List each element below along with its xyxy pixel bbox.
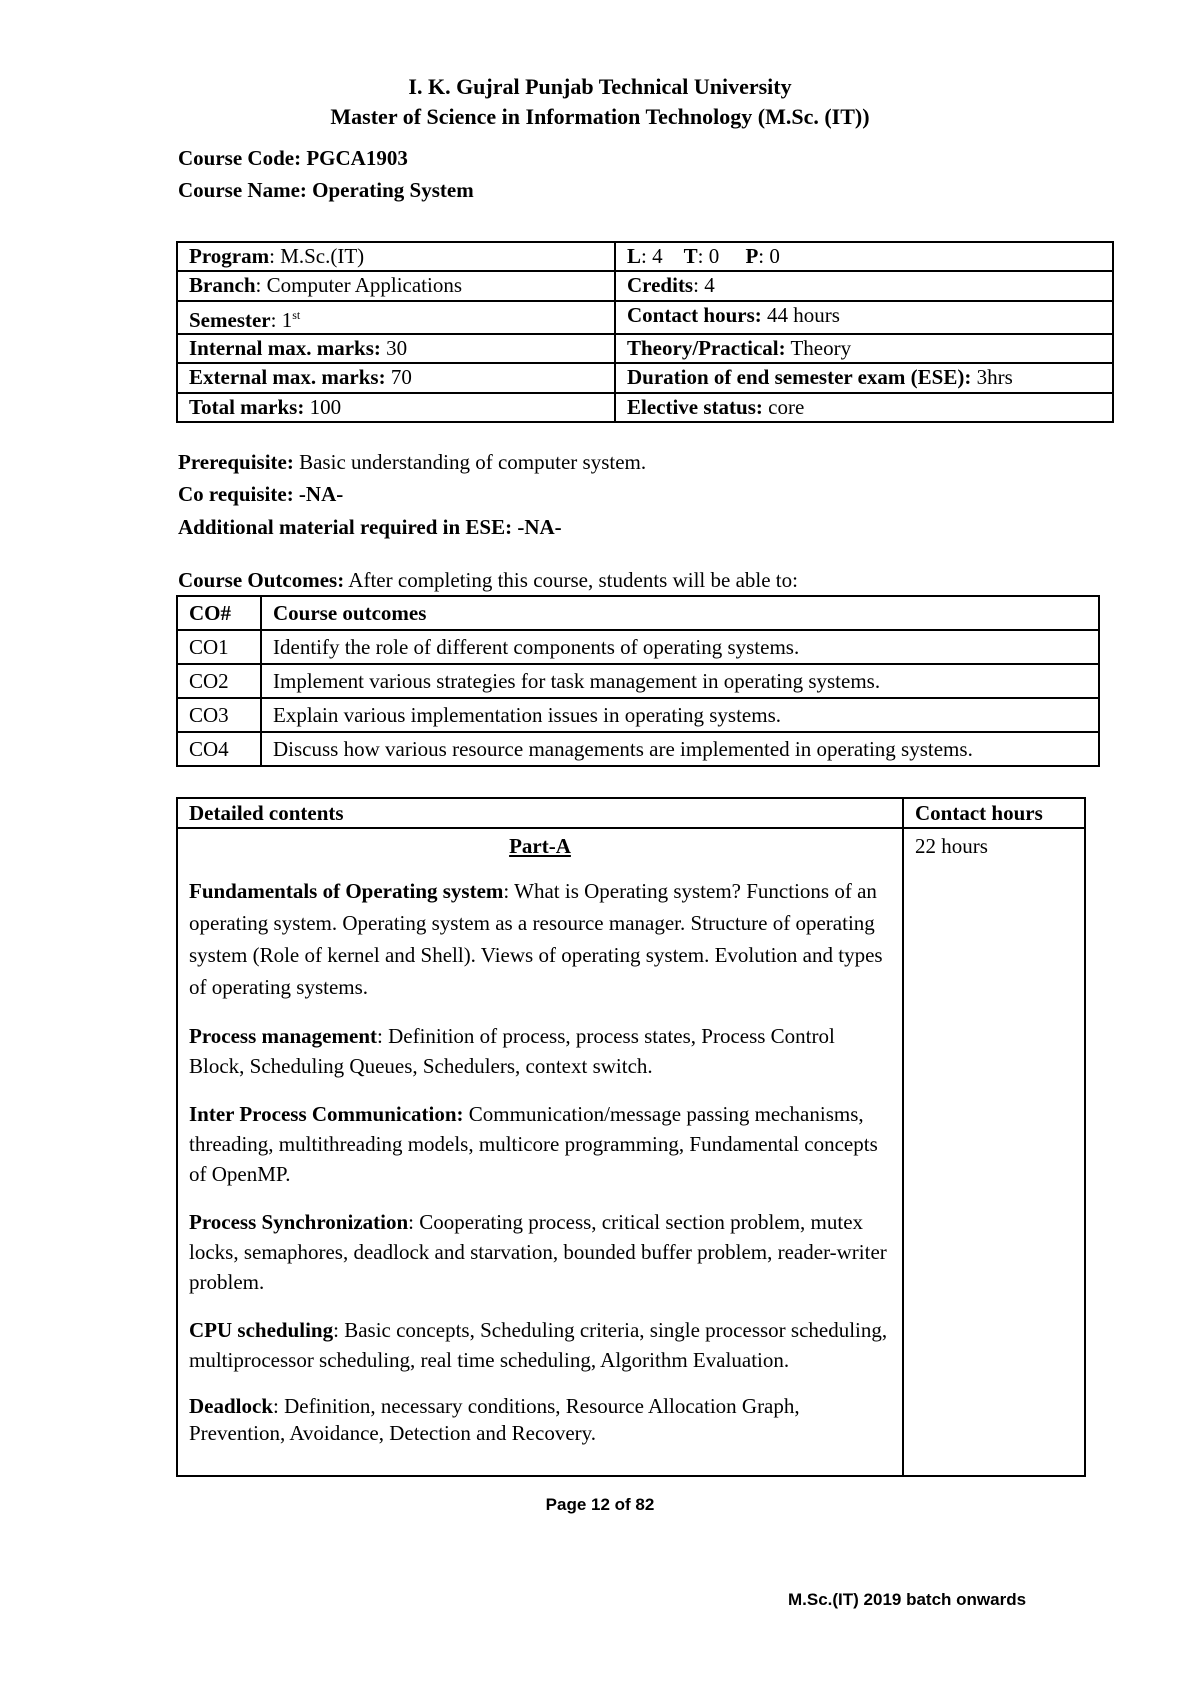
info-cell-elective-status: Elective status: core — [615, 393, 1113, 422]
info-cell-branch: Branch: Computer Applications — [177, 271, 615, 300]
corequisite: Co requisite: -NA- — [178, 482, 344, 506]
column-header: Contact hours — [903, 798, 1085, 828]
column-header: Course outcomes — [261, 596, 1099, 630]
table-row — [177, 698, 1099, 732]
topic-ipc: Inter Process Communication: Communication/message passing mechanisms, threading, multithreading models, multicore programming, Fundamental concepts of OpenMP. — [189, 1102, 878, 1186]
table-row — [177, 363, 1113, 392]
co-text: Implement various strategies for task management in operating systems. — [261, 664, 1099, 698]
table-row — [177, 732, 1099, 766]
table-row — [177, 242, 1113, 271]
course-code: Course Code: PGCA1903 — [178, 146, 408, 170]
course-info-table — [176, 241, 1114, 423]
part-a-heading: Part-A — [509, 834, 571, 858]
table-header-row — [177, 596, 1099, 630]
table-row — [177, 393, 1113, 422]
info-cell-ltp: L: 4 T: 0 P: 0 — [615, 242, 1113, 271]
table-row — [177, 271, 1113, 300]
info-cell-internal-marks: Internal max. marks: 30 — [177, 334, 615, 363]
outcomes-intro: Course Outcomes: After completing this course, students will be able to: — [178, 568, 798, 592]
info-cell-exam-duration: Duration of end semester exam (ESE): 3hrs — [615, 363, 1113, 392]
info-cell-contact-hours: Contact hours: 44 hours — [615, 301, 1113, 334]
co-id: CO1 — [177, 630, 261, 664]
table-row — [177, 630, 1099, 664]
info-cell-credits: Credits: 4 — [615, 271, 1113, 300]
co-id: CO3 — [177, 698, 261, 732]
contact-hours-cell: 22 hours — [903, 828, 1085, 1476]
table-header-row — [177, 798, 1085, 828]
info-cell-external-marks: External max. marks: 70 — [177, 363, 615, 392]
topic-process-synchronization: Process Synchronization: Cooperating process, critical section problem, mutex locks, semaphores, deadlock and starvation, bounded buffer problem, reader-writer problem. — [189, 1210, 887, 1294]
topic-deadlock: Deadlock: Definition, necessary conditions, Resource Allocation Graph, Prevention, Avoidance, Detection and Recovery. — [189, 1394, 800, 1445]
contents-cell — [177, 828, 903, 1476]
page-number: Page 12 of 82 — [545, 1495, 655, 1514]
batch-footer: M.Sc.(IT) 2019 batch onwards — [788, 1590, 1027, 1609]
info-cell-semester: Semester: 1st — [177, 301, 615, 334]
co-text: Explain various implementation issues in operating systems. — [261, 698, 1099, 732]
topic-process-management: Process management: Definition of process, process states, Process Control Block, Scheduling Queues, Schedulers, context switch. — [189, 1024, 835, 1078]
table-row — [177, 334, 1113, 363]
info-cell-theory-practical: Theory/Practical: Theory — [615, 334, 1113, 363]
column-header: CO# — [177, 596, 261, 630]
info-cell-total-marks: Total marks: 100 — [177, 393, 615, 422]
table-row — [177, 301, 1113, 334]
course-outcomes-table — [176, 595, 1100, 767]
topic-fundamentals: Fundamentals of Operating system: What is Operating system? Functions of an operating system. Operating system as a resource manager. Structure of operating system (Role of kernel and Shell). Views of operating system. Evolution and types of operating systems. — [189, 879, 883, 999]
co-text: Discuss how various resource managements are implemented in operating systems. — [261, 732, 1099, 766]
topic-cpu-scheduling: CPU scheduling: Basic concepts, Scheduling criteria, single processor scheduling, multiprocessor scheduling, real time scheduling, Algorithm Evaluation. — [189, 1318, 888, 1372]
info-cell-program: Program: M.Sc.(IT) — [177, 242, 615, 271]
detailed-contents-table — [176, 797, 1086, 1477]
additional-material: Additional material required in ESE: -NA- — [178, 515, 562, 539]
co-id: CO2 — [177, 664, 261, 698]
co-id: CO4 — [177, 732, 261, 766]
table-row — [177, 828, 1085, 1476]
program-title: Master of Science in Information Technology (M.Sc. (IT)) — [330, 104, 870, 129]
course-name: Course Name: Operating System — [178, 178, 474, 202]
prerequisite: Prerequisite: Basic understanding of computer system. — [178, 450, 647, 474]
table-row — [177, 664, 1099, 698]
co-text: Identify the role of different components of operating systems. — [261, 630, 1099, 664]
university-title: I. K. Gujral Punjab Technical University — [408, 74, 792, 99]
column-header: Detailed contents — [177, 798, 903, 828]
